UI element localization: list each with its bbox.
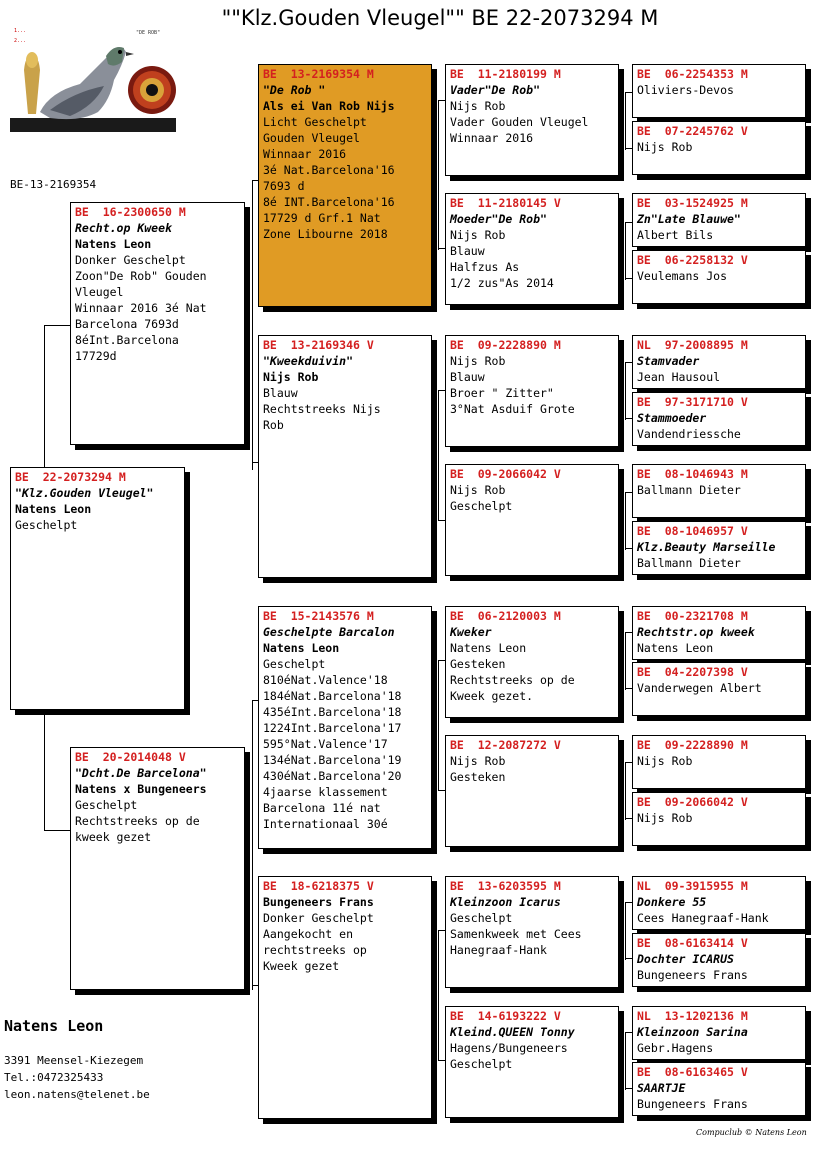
footer-credit: Compuclub © Natens Leon (696, 1128, 807, 1137)
owner: Nijs Rob (637, 754, 693, 768)
ring-number: BE 20-2014048 V (75, 750, 186, 764)
detail-line: Geschelpt (15, 518, 78, 532)
owner: Natens Leon (263, 641, 340, 655)
detail-line: 810éNat.Valence'18 (263, 673, 388, 687)
pedigree-card-g7[interactable] (632, 464, 806, 518)
pedigree-card-sds[interactable] (445, 335, 619, 447)
ring-number: NL 09-3915955 M (637, 879, 748, 893)
pigeon-name: SAARTJE (637, 1081, 686, 1095)
owner: Bungeneers Frans (637, 1097, 748, 1111)
owner: Nijs Rob (637, 811, 693, 825)
ring-number: BE 13-2169346 V (263, 338, 374, 352)
pedigree-card-ds[interactable] (258, 606, 432, 849)
pedigree-card-g4[interactable] (632, 250, 806, 304)
ring-number: BE 16-2300650 M (75, 205, 186, 219)
pedigree-card-dss[interactable] (445, 606, 619, 718)
pedigree-card-g1[interactable] (632, 64, 806, 118)
pigeon-name: Geschelpte Barcalon (263, 625, 395, 639)
breeder-phone: Tel.:0472325433 (4, 1071, 104, 1084)
detail-line: Rechtstreeks op de (450, 673, 575, 687)
pigeon-name: Rechtstr.op kweek (637, 625, 755, 639)
owner: Jean Hausoul (637, 370, 721, 384)
breeder-info (4, 1018, 150, 1103)
ring-number: BE 12-2087272 V (450, 738, 561, 752)
pedigree-card-g6[interactable] (632, 392, 806, 446)
detail-line: Zoon"De Rob" Gouden (75, 269, 207, 283)
pedigree-card-g13[interactable] (632, 876, 806, 930)
detail-line: rechtstreeks op (263, 943, 367, 957)
detail-line: Donker Geschelpt (75, 253, 186, 267)
ring-number: BE 14-6193222 V (450, 1009, 561, 1023)
pigeon-name: "Kweekduivin" (263, 354, 354, 368)
detail-line: 1/2 zus"As 2014 (450, 276, 554, 290)
ring-number: BE 11-2180199 M (450, 67, 561, 81)
ring-number: NL 97-2008895 M (637, 338, 748, 352)
ring-number: BE 11-2180145 V (450, 196, 561, 210)
detail-line: 435éInt.Barcelona'18 (263, 705, 402, 719)
owner: Ballmann Dieter (637, 483, 741, 497)
pedigree-card-dds[interactable] (445, 876, 619, 988)
pigeon-name: "De Rob " (263, 83, 326, 97)
owner: Natens Leon (637, 641, 714, 655)
owner: Vanderwegen Albert (637, 681, 762, 695)
detail-line: Zone Libourne 2018 (263, 227, 388, 241)
pigeon-photo-image (10, 22, 176, 132)
detail-line: Geschelpt (450, 499, 513, 513)
detail-line: Vader Gouden Vleugel (450, 115, 589, 129)
owner: Natens x Bungeneers (75, 782, 207, 796)
ring-number: BE 08-1046943 M (637, 467, 748, 481)
ring-number: BE 06-2254353 M (637, 67, 748, 81)
detail-line: 7693 d (263, 179, 305, 193)
owner: Hagens/Bungeneers (450, 1041, 568, 1055)
pigeon-name: Kleind.QUEEN Tonny (450, 1025, 575, 1039)
pedigree-card-dsd[interactable] (445, 735, 619, 847)
detail-line: Geschelpt (75, 798, 138, 812)
page-title: ""Klz.Gouden Vleugel"" BE 22-2073294 M (221, 6, 659, 30)
detail-line: Vleugel (75, 285, 124, 299)
ring-number: BE 08-6163465 V (637, 1065, 748, 1079)
breeder-email[interactable]: leon.natens@telenet.be (4, 1088, 150, 1101)
pedigree-card-sss[interactable] (445, 64, 619, 176)
ring-number: BE 22-2073294 M (15, 470, 126, 484)
pedigree-card-g16[interactable] (632, 1062, 806, 1116)
ring-number: BE 15-2143576 M (263, 609, 374, 623)
pedigree-card-g10[interactable] (632, 662, 806, 716)
detail-line: 3é Nat.Barcelona'16 (263, 163, 395, 177)
owner: Nijs Rob (263, 370, 319, 384)
pigeon-name: Stamvader (637, 354, 700, 368)
pigeon-photo (10, 22, 176, 132)
detail-line: Internationaal 30é (263, 817, 388, 831)
detail-line: 17729 d Grf.1 Nat (263, 211, 381, 225)
detail-line: Blauw (263, 386, 298, 400)
detail-line: Samenkweek met Cees (450, 927, 582, 941)
owner: Nijs Rob (450, 354, 506, 368)
pedigree-card-g11[interactable] (632, 735, 806, 789)
owner: Gebr.Hagens (637, 1041, 714, 1055)
pedigree-card-g3[interactable] (632, 193, 806, 247)
detail-line: 1224Int.Barcelona'17 (263, 721, 402, 735)
detail-line: Geschelpt (450, 1057, 513, 1071)
pigeon-name: Klz.Beauty Marseille (637, 540, 776, 554)
detail-line: kweek gezet (75, 830, 152, 844)
pedigree-card-ddd[interactable] (445, 1006, 619, 1118)
ring-number: BE 04-2207398 V (637, 665, 748, 679)
ring-number: BE 08-6163414 V (637, 936, 748, 950)
detail-line: 17729d (75, 349, 117, 363)
pigeon-name: "Dcht.De Barcelona" (75, 766, 207, 780)
owner: Bungeneers Frans (637, 968, 748, 982)
owner: Natens Leon (15, 502, 92, 516)
detail-line: Winnaar 2016 (263, 147, 347, 161)
detail-line: Barcelona 7693d (75, 317, 179, 331)
detail-line: Kweek gezet (263, 959, 340, 973)
detail-line: 184éNat.Barcelona'18 (263, 689, 402, 703)
pedigree-card-g9[interactable] (632, 606, 806, 660)
ring-number: BE 09-2066042 V (637, 795, 748, 809)
ring-number: NL 13-1202136 M (637, 1009, 748, 1023)
detail-line: Blauw (450, 370, 485, 384)
owner: Bungeneers Frans (263, 895, 374, 909)
owner: Cees Hanegraaf-Hank (637, 911, 769, 925)
detail-line: Kweek gezet. (450, 689, 534, 703)
detail-line: Barcelona 11é nat (263, 801, 381, 815)
pedigree-card-g2[interactable] (632, 121, 806, 175)
owner: Nijs Rob (450, 754, 506, 768)
detail-line: Gesteken (450, 657, 506, 671)
owner: Ballmann Dieter (637, 556, 741, 570)
owner: Nijs Rob (637, 140, 693, 154)
owner: Albert Bils (637, 228, 714, 242)
pigeon-name: Vader"De Rob" (450, 83, 541, 97)
pedigree-card-ss[interactable] (258, 64, 432, 307)
detail-line: Geschelpt (263, 657, 326, 671)
owner: Nijs Rob (450, 228, 506, 242)
ring-number: BE 13-6203595 M (450, 879, 561, 893)
detail-line: Rob (263, 418, 284, 432)
ring-number: BE 00-2321708 M (637, 609, 748, 623)
ring-number: BE 03-1524925 M (637, 196, 748, 210)
owner: Nijs Rob (450, 483, 506, 497)
pigeon-name: Moeder"De Rob" (450, 212, 547, 226)
pedigree-card-dd[interactable] (258, 876, 432, 1119)
ring-number: BE 18-6218375 V (263, 879, 374, 893)
pigeon-name: Stammoeder (637, 411, 707, 425)
photo-caption-1: 1... (14, 28, 27, 34)
pigeon-name: "Klz.Gouden Vleugel" (15, 486, 154, 500)
detail-line: Rechtstreeks Nijs (263, 402, 381, 416)
pedigree-card-subject[interactable] (10, 467, 185, 710)
ring-number: BE 97-3171710 V (637, 395, 748, 409)
pedigree-card-g14[interactable] (632, 933, 806, 987)
pigeon-name: Kweker (450, 625, 492, 639)
owner: Veulemans Jos (637, 269, 728, 283)
detail-line: Gesteken (450, 770, 506, 784)
detail-line: 134éNat.Barcelona'19 (263, 753, 402, 767)
pedigree-card-g12[interactable] (632, 792, 806, 846)
detail-line: Donker Geschelpt (263, 911, 374, 925)
owner: Als ei Van Rob Nijs (263, 99, 395, 113)
detail-line: Halfzus As (450, 260, 520, 274)
detail-line: 4jaarse klassement (263, 785, 388, 799)
detail-line: Aangekocht en (263, 927, 354, 941)
owner: Natens Leon (75, 237, 152, 251)
ring-number: BE 13-2169354 M (263, 67, 374, 81)
ring-number: BE 09-2228890 M (637, 738, 748, 752)
pigeon-name: Recht.op Kweek (75, 221, 172, 235)
owner: Nijs Rob (450, 99, 506, 113)
detail-line: Licht Geschelpt (263, 115, 367, 129)
pedigree-card-sdd[interactable] (445, 464, 619, 576)
ring-number: BE 06-2258132 V (637, 253, 748, 267)
detail-line: Winnaar 2016 (450, 131, 534, 145)
pedigree-card-g15[interactable] (632, 1006, 806, 1060)
pigeon-name: Kleinzoon Sarina (637, 1025, 748, 1039)
reference-ring: BE-13-2169354 (10, 178, 97, 191)
pedigree-card-ssd[interactable] (445, 193, 619, 305)
owner: Oliviers-Devos (637, 83, 734, 97)
detail-line: 595°Nat.Valence'17 (263, 737, 388, 751)
pedigree-card-sd[interactable] (258, 335, 432, 578)
pigeon-name: Donkere 55 (637, 895, 707, 909)
detail-line: Rechtstreeks op de (75, 814, 200, 828)
pedigree-card-dam[interactable] (70, 747, 245, 990)
detail-line: Hanegraaf-Hank (450, 943, 547, 957)
pigeon-name: Kleinzoon Icarus (450, 895, 561, 909)
detail-line: 8éInt.Barcelona (75, 333, 179, 347)
breeder-name: Natens Leon (4, 1017, 104, 1035)
detail-line: Gouden Vleugel (263, 131, 360, 145)
photo-caption-2: 2... (14, 38, 27, 44)
pedigree-card-sire[interactable] (70, 202, 245, 445)
detail-line: Blauw (450, 244, 485, 258)
detail-line: Geschelpt (450, 911, 513, 925)
ring-number: BE 07-2245762 V (637, 124, 748, 138)
detail-line: 8é INT.Barcelona'16 (263, 195, 395, 209)
ring-number: BE 08-1046957 V (637, 524, 748, 538)
pedigree-card-g8[interactable] (632, 521, 806, 575)
pedigree-card-g5[interactable] (632, 335, 806, 389)
pigeon-name: Dochter ICARUS (637, 952, 734, 966)
photo-caption-right: "DE ROB" (136, 30, 161, 36)
breeder-address: 3391 Meensel-Kiezegem (4, 1054, 144, 1067)
pigeon-name: Zn"Late Blauwe" (637, 212, 741, 226)
detail-line: 430éNat.Barcelona'20 (263, 769, 402, 783)
detail-line: Broer " Zitter" (450, 386, 554, 400)
ring-number: BE 09-2066042 V (450, 467, 561, 481)
detail-line: 3°Nat Asduif Grote (450, 402, 575, 416)
detail-line: Winnaar 2016 3é Nat (75, 301, 207, 315)
owner: Natens Leon (450, 641, 527, 655)
owner: Vandendriessche (637, 427, 741, 441)
ring-number: BE 09-2228890 M (450, 338, 561, 352)
ring-number: BE 06-2120003 M (450, 609, 561, 623)
